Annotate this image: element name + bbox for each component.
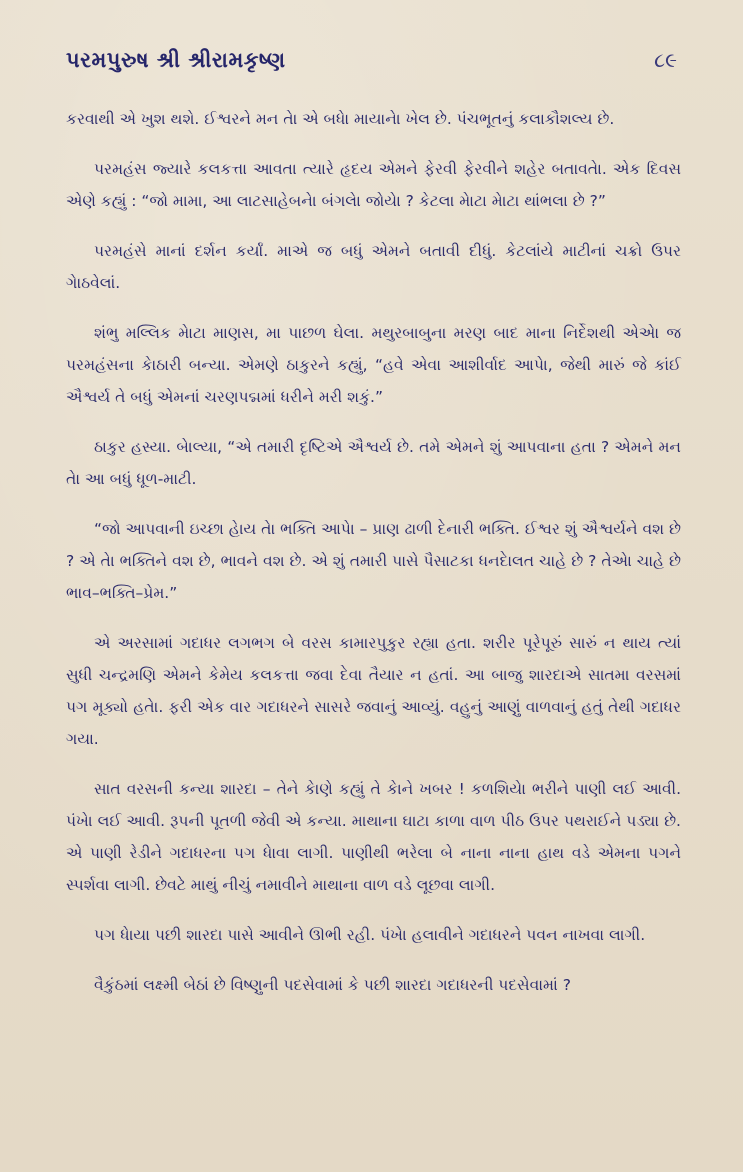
paragraph: સાત વરસની કન્યા શારદા – તેને કેાણે કહ્યું તે કેાને ખબર ! કળશિયેા ભરીને પાણી લઈ આવી. પંખેા લઈ આવી. રૂપની પૂતળી જેવી એ કન્યા. માથાના ઘાટા કાળા વાળ પીઠ ઉપર પથરાઈને પડ્યા છે. એ પાણી રેડીને ગદાધરના પગ ધેાવા લાગી. પાણીથી ભરેલા બે નાના નાના હાથ વડે એમના પગને સ્પર્શવા લાગી. છેવટે માથું નીચું નમાવીને માથાના વાળ વડે લૂછવા લાગી.: [66, 780, 681, 894]
paragraph: એ અરસામાં ગદાધર લગભગ બે વરસ કામારપુકુર રહ્યા હતા. શરીર પૂરેપૂરું સારું ન થાય ત્યાં સુધી ચન્દ્રમણિ એમને કેમેય કલકત્તા જવા દેવા તૈયાર ન હતાં. આ બાજુ શારદાએ સાતમા વરસમાં પગ મૂક્યો હતેા. ફરી એક વાર ગદાધરને સાસરે જવાનું આવ્યું. વહુનું આણું વાળવાનું હતું તેથી ગદાધર ગયા.: [66, 634, 681, 748]
paragraph: વૈકુંઠમાં લક્ષ્મી બેઠાં છે વિષ્ણુની પદસેવામાં કે પછી શારદા ગદાધરની પદસેવામાં ?: [94, 976, 571, 994]
page-number: ૮૯: [654, 48, 677, 72]
paragraph: પગ ધેાયા પછી શારદા પાસે આવીને ઊભી રહી. પંખેા હલાવીને ગદાધરને પવન નાખવા લાગી.: [94, 926, 646, 944]
paragraph: પરમહંસે માનાં દર્શન કર્યાં. માએ જ બધું એમને બતાવી દીધું. કેટલાંયે માટીનાં ચક્રો ઉપર ગેાઠવેલાં.: [66, 242, 681, 292]
page-header: [66, 48, 681, 73]
paragraph: ઠાકુર હસ્યા. બેાલ્યા, “એ તમારી દૃષ્ટિએ ઐશ્વર્ય છે. તમે એમને શું આપવાના હતા ? એમને મન તેા આ બધું ધૂળ-માટી.: [66, 438, 681, 488]
body-text: [66, 103, 681, 1001]
paragraph: “જો આપવાની ઇચ્છા હેાય તેા ભક્તિ આપેા – પ્રાણ ઢાળી દેનારી ભક્તિ. ઈશ્વર શું ઐશ્વર્યને વશ છે ? એ તેા ભક્તિને વશ છે, ભાવને વશ છે. એ શું તમારી પાસે પૈસાટકા ધનદેાલત ચાહે છે ? તેએા ચાહે છે ભાવ–ભક્તિ–પ્રેમ.”: [66, 520, 681, 602]
running-title: પરમપુરુષ શ્રી શ્રીરામકૃષ્ણ: [66, 48, 286, 72]
paragraph: શંભુ મલ્લિક મેાટા માણસ, મા પાછળ ઘેલા. મથુરબાબુના મરણ બાદ માના નિર્દેશથી એએા જ પરમહંસના કેાઠારી બન્યા. એમણે ઠાકુરને કહ્યું, “હવે એવા આશીર્વાદ આપેા, જેથી મારું જે કાંઈ ઐશ્વર્ય તે બધું એમનાં ચરણપદ્મમાં ધરીને મરી શકું.”: [66, 324, 681, 406]
paragraph: પરમહંસ જ્યારે કલકત્તા આવતા ત્યારે હૃદય એમને ફેરવી ફેરવીને શહેર બતાવતેા. એક દિવસ એણે કહ્યું : “જો મામા, આ લાટસાહેબનેા બંગલેા જોયેા ? કેટલા મેાટા મેાટા થાંભલા છે ?”: [66, 160, 681, 210]
paragraph: કરવાથી એ ખુશ થશે. ઈશ્વરને મન તેા એ બધેા માયાનેા ખેલ છે. પંચભૂતનું કલાકૌશલ્ય છે.: [66, 110, 615, 128]
